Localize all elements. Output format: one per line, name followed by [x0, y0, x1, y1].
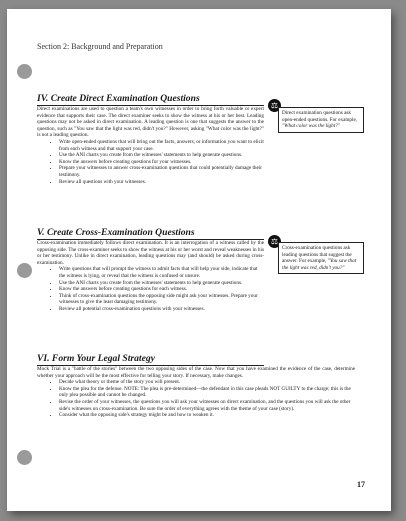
list-item: • Review all potential cross-examination questions with your witnesses. [59, 306, 264, 313]
scales-of-justice-icon: ⚖ [268, 99, 281, 112]
list-item: • Think of cross-examination questions the opposing side might ask your witnesses. Prepare your witnesses to give the least damaging testimony. [59, 293, 264, 306]
section-legal-strategy [37, 353, 355, 419]
sidebar-note [278, 242, 364, 274]
list-item: • Prepare your witnesses to answer cross-examination questions that could potentially damage their testimony. [59, 165, 264, 178]
sidebar-note [278, 107, 364, 133]
section-title: V. Create Cross-Examination Questions [37, 227, 264, 240]
page-number: 17 [357, 480, 365, 489]
document-page [7, 9, 391, 511]
list-item: • Review all questions with your witnesses. [59, 179, 264, 186]
sidebar-example: "What color was the light?" [282, 123, 340, 129]
section-paragraph: Direct examinations are used to question a team's own witnesses in order to bring forth valuable or expert evidence that supports their case. The direct examiner seeks to show the witness at his or her best. Leading questions may not be asked in direct examination. A leading question is one that suggests the answer to the question, such as "You saw that the light was red, didn't you?" However, asking "What color was the light?" is not a leading question. [37, 106, 264, 139]
sidebar-text: Direct examination questions ask open-ended questions. For example, [282, 110, 358, 123]
section-header: Section 2: Background and Preparation [37, 42, 163, 51]
list-item: • Write open-ended questions that will bring out the facts, answers, or information you want to elicit from each witness and that support your case. [59, 139, 264, 152]
scales-of-justice-icon: ⚖ [268, 235, 281, 248]
section-direct-examination [37, 93, 264, 185]
section-paragraph: Mock Trial is a "battle of the stories" between the two opposing sides of the case. Now that you have examined the evidence of the case, determine whether your approach will be the most effective for telling your story. If necessary, make changes. [37, 366, 355, 379]
list-item: • Consider what the opposing side's strategy might be and how to weaken it. [59, 412, 355, 419]
bullet-list [37, 379, 355, 419]
section-cross-examination [37, 227, 264, 313]
binder-hole [17, 450, 32, 465]
section-paragraph: Cross-examination immediately follows direct examination. It is an interrogation of a witness called by the opposing side. The cross-examiner seeks to show the witness at his or her worst and reveal weaknesses in his or her testimony. Unlike in direct examination, leading questions may (and should) be asked during cross-examination. [37, 240, 264, 266]
sidebar-text: Cross-examination questions ask leading questions that suggest the answer. For example, [282, 245, 352, 264]
sidebar-example: "You saw that the light was red, didn't you?" [282, 258, 357, 271]
section-title: VI. Form Your Legal Strategy [37, 353, 264, 366]
list-item: • Decide what theory or theme of the story you will present. [59, 379, 355, 386]
list-item: • Know the plea for the defense. NOTE: The plea is pre-determined—the defendant in this case pleads NOT GUILTY to the charge; this is the only plea possible and cannot be changed. [59, 386, 355, 399]
list-item: • Write questions that will prompt the witness to admit facts that will help your side, indicate that the witness is lying, or reveal that the witness is confused or unsure. [59, 266, 264, 279]
section-title: IV. Create Direct Examination Questions [37, 93, 264, 106]
list-item: • Revise the order of your witnesses, the questions you will ask your witnesses on direct examination, and the questions you will ask the other side's witnesses on cross-examination. Be sure the order of everything agrees with the theme of your case (story). [59, 399, 355, 412]
list-item: • Use the ANI charts you create from the witnesses' statements to help generate questions. [59, 152, 264, 159]
binder-hole [17, 64, 32, 79]
binder-hole [17, 263, 32, 278]
list-item: • Know the answers before creating questions for each witness. [59, 286, 264, 293]
list-item: • Use the ANI charts you create from the witnesses' statements to help generate questions. [59, 280, 264, 287]
bullet-list [37, 266, 264, 312]
list-item: • Know the answers before creating questions for your witnesses. [59, 159, 264, 166]
bullet-list [37, 139, 264, 185]
